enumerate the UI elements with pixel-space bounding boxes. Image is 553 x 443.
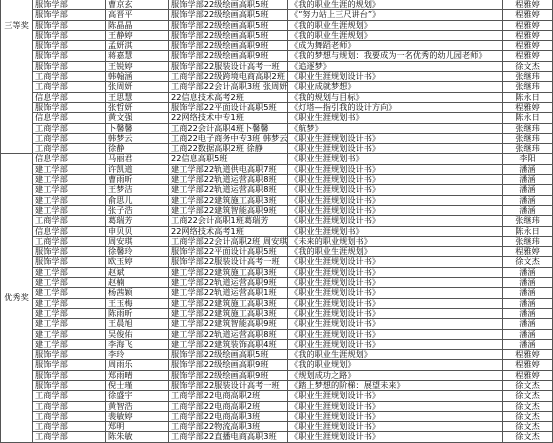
advisor-cell: 潘涵 [503,299,553,309]
advisor-cell: 张继玮 [503,144,553,154]
entry-title-cell: 《职业生涯规划设计书》 [288,206,503,216]
student-name-cell: 黄文强 [106,113,169,123]
entry-title-cell: 《我的职业生涯的规划》 [288,0,503,10]
entry-title-cell: 《职业生涯规划设计书》 [288,185,503,195]
class-cell: 工商学部22电商高职3班 [169,412,288,422]
entry-title-cell: 《规划成功之路》 [288,371,503,381]
student-name-cell: 王玉梅 [106,299,169,309]
class-cell: 服饰学部22服装设计高考一班 [169,257,288,267]
department-cell: 工商学部 [33,216,106,226]
student-name-cell: 吴俊佑 [106,330,169,340]
student-name-cell: 裴敏婷 [106,412,169,422]
department-cell: 服饰学部 [33,41,106,51]
advisor-cell: 程雅婷 [503,247,553,257]
class-cell: 建工学部22轨道运营高职1班 [169,288,288,298]
department-cell: 信息学部 [33,227,106,237]
entry-title-cell: 《职业生涯规划设计书》 [288,340,503,350]
student-name-cell: 曹京玄 [106,0,169,10]
department-cell: 工商学部 [33,412,106,422]
advisor-cell: 李阳 [503,154,553,164]
advisor-cell: 陈永日 [503,113,553,123]
student-name-cell: 王思慧 [106,93,169,103]
advisor-cell: 潘涵 [503,340,553,350]
entry-title-cell: 《我的规划与目标》 [288,93,503,103]
class-cell: 工商学部22直播电商高职3班 [169,432,288,442]
student-name-cell: 周安琪 [106,237,169,247]
entry-title-cell: 《职业成就梦想》 [288,82,503,92]
student-name-cell: 孟妍淇 [106,41,169,51]
entry-title-cell: 《职业生涯规划设计书》 [288,412,503,422]
entry-title-cell: 《职业生涯规划设计书》 [288,175,503,185]
department-cell: 工商学部 [33,134,106,144]
department-cell: 建工学部 [33,196,106,206]
entry-title-cell: 《职业生涯规划设计书》 [288,196,503,206]
advisor-cell: 潘涵 [503,309,553,319]
department-cell: 服饰学部 [33,0,106,10]
entry-title-cell: 《职业生涯规划设计书》 [288,278,503,288]
student-name-cell: 杨茜颖 [106,288,169,298]
class-cell: 服饰学部22服装设计高考一班 [169,62,288,72]
class-cell: 服饰学部22级绘画高职9班 [169,360,288,370]
student-name-cell: 王锐婷 [106,62,169,72]
advisor-cell: 程雅婷 [503,350,553,360]
department-cell: 建工学部 [33,299,106,309]
entry-title-cell: 《职业生涯规划书》 [288,227,503,237]
advisor-cell: 潘涵 [503,206,553,216]
entry-title-cell: 《追逐梦》 [288,62,503,72]
student-name-cell: 陈晶晶 [106,21,169,31]
class-cell: 建工学部22建筑装饰高职4班 [169,340,288,350]
advisor-cell: 张继玮 [503,72,553,82]
department-cell: 建工学部 [33,165,106,175]
class-cell: 22信息高职5班 [169,154,288,164]
student-name-cell: 韩翰涵 [106,72,169,82]
advisor-cell: 徐文杰 [503,422,553,432]
entry-title-cell: 《未来的职业规划书》 [288,237,503,247]
advisor-cell: 徐文杰 [503,257,553,267]
department-cell: 信息学部 [33,154,106,164]
student-name-cell: 许凯道 [106,165,169,175]
department-cell: 工商学部 [33,124,106,134]
class-cell: 建工学部22轨道运营高职8班 [169,175,288,185]
student-name-cell: 赵楠 [106,278,169,288]
student-name-cell: 倪士瑾 [106,381,169,391]
class-cell: 服饰学部22平面设计高职5班 [169,103,288,113]
entry-title-cell: 《职业生涯规划设计书》 [288,319,503,329]
advisor-cell: 徐文杰 [503,62,553,72]
advisor-cell: 张继玮 [503,237,553,247]
entry-title-cell: 《灯塔—指引我的设计方向》 [288,103,503,113]
department-cell: 建工学部 [33,319,106,329]
class-cell: 工商22数据高职2班 徐静 [169,144,288,154]
class-cell: 工商学部22物流高职3班 [169,422,288,432]
entry-title-cell: 《职业生涯规划设计书》 [288,72,503,82]
advisor-cell: 陈永日 [503,227,553,237]
student-name-cell: 徐盛宇 [106,391,169,401]
entry-title-cell: 《职业生涯规划设计书》 [288,422,503,432]
department-cell: 工商学部 [33,391,106,401]
student-name-cell: 葛瑞芳 [106,216,169,226]
advisor-cell: 张继玮 [503,82,553,92]
class-cell: 服饰学部22平面设计高职5班 [169,247,288,257]
department-cell: 服饰学部 [33,10,106,20]
student-name-cell: 徐静 [106,144,169,154]
class-cell: 建工学部22轨道运营高职8班 [169,330,288,340]
student-name-cell: 韩梦云 [106,134,169,144]
department-cell: 建工学部 [33,288,106,298]
department-cell: 建工学部 [33,175,106,185]
advisor-cell: 张继玮 [503,124,553,134]
department-cell: 工商学部 [33,72,106,82]
department-cell: 服饰学部 [33,257,106,267]
advisor-cell: 程雅婷 [503,371,553,381]
award-level-label: 三等奖 [4,20,29,30]
department-cell: 服饰学部 [33,381,106,391]
student-name-cell: 王静婷 [106,31,169,41]
entry-title-cell: 《职业生涯规划设计书》 [288,299,503,309]
class-cell: 工商学部22级跨境电商高职2班 [169,72,288,82]
student-name-cell: 李海飞 [106,340,169,350]
student-name-cell: 王梦洁 [106,185,169,195]
entry-title-cell: 《职业生涯规划书》 [288,154,503,164]
student-name-cell: 卜馨馨 [106,124,169,134]
entry-title-cell: 《我的梦想与规划：我要成为一名优秀的幼儿园老师》 [288,51,503,61]
student-name-cell: 张子浩 [106,206,169,216]
department-cell: 服饰学部 [33,350,106,360]
class-cell: 服饰学部22级绘画高职5班 [169,21,288,31]
class-cell: 工商22会计高职1班葛瑞芳 [169,216,288,226]
class-cell: 工商学部22电商高职2班 [169,391,288,401]
student-name-cell: 俞思儿 [106,196,169,206]
department-cell: 工商学部 [33,82,106,92]
entry-title-cell: 《职业生涯规划设计书》 [288,402,503,412]
class-cell: 服饰学部22级绘画高职5班 [169,0,288,10]
entry-title-cell: 《我的职业生涯规划》 [288,247,503,257]
entry-title-cell: 《职业生涯规划设计书》 [288,257,503,267]
department-cell: 服饰学部 [33,21,106,31]
class-cell: 建工学部22建筑施工高职3班 [169,299,288,309]
student-name-cell: 郑雨晴 [106,371,169,381]
student-name-cell: 张周妍 [106,82,169,92]
student-name-cell: 张哲妍 [106,103,169,113]
student-name-cell: 李玲 [106,350,169,360]
entry-title-cell: 《我的职业生涯规划》 [288,21,503,31]
department-cell: 建工学部 [33,278,106,288]
advisor-cell: 程雅婷 [503,103,553,113]
entry-title-cell: 《职业生涯规划设计书》 [288,165,503,175]
advisor-cell: 程雅婷 [503,0,553,10]
entry-title-cell: 《“努力站上三尺讲台”》 [288,10,503,20]
department-cell: 服饰学部 [33,62,106,72]
student-name-cell: 郑明 [106,422,169,432]
advisor-cell: 潘涵 [503,278,553,288]
advisor-cell: 徐文杰 [503,402,553,412]
department-cell: 服饰学部 [33,247,106,257]
award-level-cell [0,154,33,442]
class-cell: 22网络技术中专1班 [169,113,288,123]
class-cell: 建工学部22轨道运营高职9班 [169,278,288,288]
student-name-cell: 周雨乐 [106,360,169,370]
entry-title-cell: 《职业生涯规划设计书》 [288,134,503,144]
department-cell: 服饰学部 [33,31,106,41]
class-cell: 工商学部22会计高职2班 周安琪 [171,236,288,246]
entry-title-cell: 《我的职业规划》 [288,360,503,370]
class-cell: 建工学部22建筑智能高职9班 [169,206,288,216]
student-name-cell: 陈雨昕 [106,309,169,319]
entry-title-cell: 《职业生涯规划设计书》 [288,288,503,298]
class-cell: 服饰学部22级绘画高职5班 [169,350,288,360]
advisor-cell: 程雅婷 [503,21,553,31]
entry-title-cell: 《职业生涯规划设计书》 [288,144,503,154]
department-cell: 工商学部 [33,432,106,442]
class-cell: 建工学部22轨道供电高职7班 [169,165,288,175]
entry-title-cell: 《职业生涯规划设计书》 [288,391,503,401]
class-cell: 建工学部22建筑施工高职3班 [169,309,288,319]
entry-title-cell: 《踏上梦想的阶梯：展望未来》 [288,381,503,391]
student-name-cell: 陈朱敏 [106,432,169,442]
entry-title-cell: 《职业生涯规划设计书》 [288,330,503,340]
student-name-cell: 徐馨玲 [106,247,169,257]
department-cell: 建工学部 [33,309,106,319]
class-cell: 服饰学部22级绘画高职9班 [169,51,288,61]
student-name-cell: 高晋平 [106,10,169,20]
advisor-cell: 陈永日 [503,93,553,103]
department-cell: 工商学部 [33,402,106,412]
entry-title-cell: 《职业生涯规划设计书》 [288,432,503,442]
class-cell: 22网络技术高考1班 [169,227,288,237]
award-level-cell [0,0,33,154]
award-level-label: 优秀奖 [4,292,29,303]
department-cell: 服饰学部 [33,51,106,61]
department-cell: 工商学部 [33,237,106,247]
class-cell: 工商学部22电商高职2班 [169,402,288,412]
entry-title-cell: 《成为舞蹈老师》 [288,41,503,51]
department-cell: 工商学部 [33,422,106,432]
entry-title-cell: 《职业生涯规划书》 [288,113,503,123]
class-cell: 服饰学部22服装设计高考一班 [169,381,288,391]
advisor-cell: 程雅婷 [503,41,553,51]
class-cell: 服饰学部22级绘画高职5班 [169,31,288,41]
student-name-cell: 黄智浩 [106,402,169,412]
advisor-cell: 张继玮 [503,134,553,144]
department-cell: 工商学部 [33,144,106,154]
class-cell: 建工学部22建筑施工高职3班 [169,196,288,206]
student-name-cell: 申贝贝 [106,227,169,237]
advisor-cell: 徐文杰 [503,391,553,401]
department-cell: 建工学部 [33,268,106,278]
department-cell: 信息学部 [33,113,106,123]
advisor-cell: 潘涵 [503,268,553,278]
class-cell: 建工学部22轨道运营高职8班 [169,185,288,195]
advisor-cell: 徐文杰 [503,412,553,422]
advisor-cell: 程雅婷 [503,10,553,20]
department-cell: 建工学部 [33,206,106,216]
class-cell: 服饰学部22级绘画高职9班 [169,41,288,51]
entry-title-cell: 《职业生涯规划设计书》 [288,216,503,226]
department-cell: 建工学部 [33,330,106,340]
student-name-cell: 蒋嘉慧 [106,51,169,61]
advisor-cell: 张继玮 [503,216,553,226]
class-cell: 服饰学部22级绘画高职5班 [169,10,288,20]
advisor-cell: 程雅婷 [503,51,553,61]
entry-title-cell: 《职业生涯规划设计书》 [288,309,503,319]
entry-title-cell: 《我的职业生涯规划》 [288,350,503,360]
student-name-cell: 欧玉婷 [106,257,169,267]
class-cell: 服饰学部22级绘画高职9班 [169,371,288,381]
department-cell: 建工学部 [33,185,106,195]
student-name-cell: 曹雨昕 [106,175,169,185]
class-cell: 工商学部22会计高职3班 张周妍 [171,82,288,92]
student-name-cell: 赵斌 [106,268,169,278]
entry-title-cell: 《航梦》 [288,124,503,134]
department-cell: 服饰学部 [33,360,106,370]
advisor-cell: 潘涵 [503,288,553,298]
department-cell: 服饰学部 [33,103,106,113]
department-cell: 服饰学部 [33,371,106,381]
student-name-cell: 王晨旭 [106,319,169,329]
advisor-cell: 徐文杰 [503,381,553,391]
advisor-cell: 潘涵 [503,165,553,175]
advisor-cell: 潘涵 [503,175,553,185]
class-cell: 22信息技术高考2班 [169,93,288,103]
advisor-cell: 潘涵 [503,196,553,206]
advisor-cell: 徐文杰 [503,432,553,442]
advisor-cell: 潘涵 [503,319,553,329]
class-cell: 工商22会计高职4班卜馨馨 [169,124,288,134]
advisor-cell: 潘涵 [503,330,553,340]
advisor-cell: 潘涵 [503,185,553,195]
class-cell: 建工学部22建筑智能高职9班 [169,319,288,329]
department-cell: 建工学部 [33,340,106,350]
entry-title-cell: 《职业生涯规划设计书》 [288,268,503,278]
student-name-cell: 马丽君 [106,154,169,164]
class-cell: 工商22电子商务中专3班 韩梦云 [171,133,288,143]
class-cell: 建工学部22建筑施工高职3班 [169,268,288,278]
advisor-cell: 程雅婷 [503,31,553,41]
advisor-cell: 程雅婷 [503,360,553,370]
entry-title-cell: 《我的职业生涯规划》 [288,31,503,41]
department-cell: 信息学部 [33,93,106,103]
